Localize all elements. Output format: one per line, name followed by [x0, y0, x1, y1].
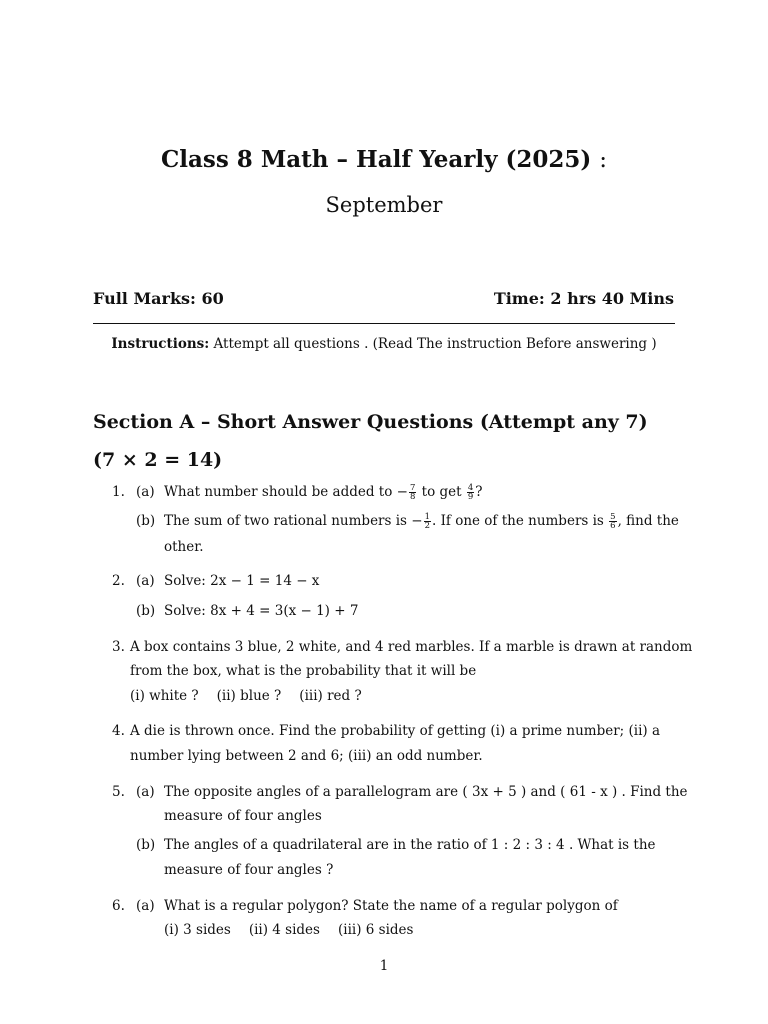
option-3-sides: (i) 3 sides [164, 922, 231, 938]
question-3-line1: A box contains 3 blue, 2 white, and 4 red marbles. If a marble is drawn at random [130, 639, 693, 655]
text-run: , find the [617, 513, 679, 529]
fraction [467, 484, 474, 501]
subpart-label: (a) [136, 784, 155, 800]
fraction [409, 484, 416, 501]
instructions-text: Attempt all questions . (Read The instruction Before answering ) [213, 336, 657, 352]
full-marks: Full Marks: 60 [93, 289, 224, 308]
subpart-label: (a) [136, 484, 155, 500]
fraction-denominator: 9 [467, 492, 474, 502]
question-5b-line2: measure of four angles ? [164, 862, 334, 878]
question-1a-text [164, 480, 483, 505]
instructions [0, 336, 768, 352]
question-number: 4. [112, 723, 125, 739]
fraction-denominator: 2 [424, 521, 430, 531]
question-4-line2: number lying between 2 and 6; (iii) an odd number. [130, 748, 483, 764]
subpart-label: (a) [136, 898, 155, 914]
fraction-denominator: 6 [610, 521, 616, 531]
fraction-denominator: 8 [409, 492, 416, 502]
fraction-numerator: 5 [610, 512, 616, 522]
question-number: 2. [112, 573, 125, 589]
option-6-sides: (iii) 6 sides [337, 922, 414, 938]
question-6a-options [164, 918, 431, 943]
exam-title [0, 146, 768, 173]
page-number: 1 [379, 958, 389, 974]
header-divider [93, 323, 675, 324]
subpart-label: (b) [136, 837, 156, 853]
question-number: 3. [112, 639, 125, 655]
section-title-line2: (7 × 2 = 14) [93, 449, 223, 471]
text-run: The sum of two rational numbers is − [164, 513, 423, 529]
exam-time: Time: 2 hrs 40 Mins [493, 289, 674, 308]
question-number: 5. [112, 784, 125, 800]
option-blue: (ii) blue ? [216, 688, 282, 704]
exam-title-colon: : [599, 147, 608, 173]
question-4-line1: A die is thrown once. Find the probability of getting (i) a prime number; (ii) a [130, 723, 661, 739]
text-run: ? [475, 484, 483, 500]
option-red: (iii) red ? [299, 688, 362, 704]
fraction-numerator: 7 [409, 483, 416, 493]
instructions-label: Instructions: [111, 336, 210, 352]
question-2b-text: Solve: 8x + 4 = 3(x − 1) + 7 [164, 603, 359, 619]
text-run: What number should be added to − [164, 484, 408, 500]
question-1b-text [164, 509, 679, 534]
question-5a-line2: measure of four angles [164, 808, 322, 824]
question-2a-text: Solve: 2x − 1 = 14 − x [164, 573, 320, 589]
option-4-sides: (ii) 4 sides [248, 922, 320, 938]
exam-title-text: Class 8 Math – Half Yearly (2025) [160, 146, 592, 173]
question-number: 6. [112, 898, 125, 914]
subpart-label: (b) [136, 603, 156, 619]
fraction [609, 513, 616, 530]
section-title-line1: Section A – Short Answer Questions (Attempt any 7) [93, 411, 648, 433]
subpart-label: (b) [136, 513, 156, 529]
fraction-numerator: 4 [467, 483, 474, 493]
fraction-numerator: 1 [424, 512, 430, 522]
option-white: (i) white ? [130, 688, 199, 704]
question-6a-line1: What is a regular polygon? State the name of a regular polygon of [164, 898, 618, 914]
section-heading [93, 403, 683, 479]
fraction [424, 513, 431, 530]
question-number: 1. [112, 484, 125, 500]
question-5a-line1: The opposite angles of a parallelogram are ( 3x + 5 ) and ( 61 - x ) . Find the [164, 784, 688, 800]
question-3-options [130, 684, 380, 709]
exam-subtitle: September [325, 193, 443, 217]
text-run: . If one of the numbers is [432, 513, 609, 529]
subpart-label: (a) [136, 573, 155, 589]
question-5b-line1: The angles of a quadrilateral are in the ratio of 1 : 2 : 3 : 4 . What is the [164, 837, 656, 853]
text-run: to get [417, 484, 466, 500]
question-3-line2: from the box, what is the probability that it will be [130, 663, 477, 679]
question-1b-text-cont: other. [164, 539, 204, 555]
